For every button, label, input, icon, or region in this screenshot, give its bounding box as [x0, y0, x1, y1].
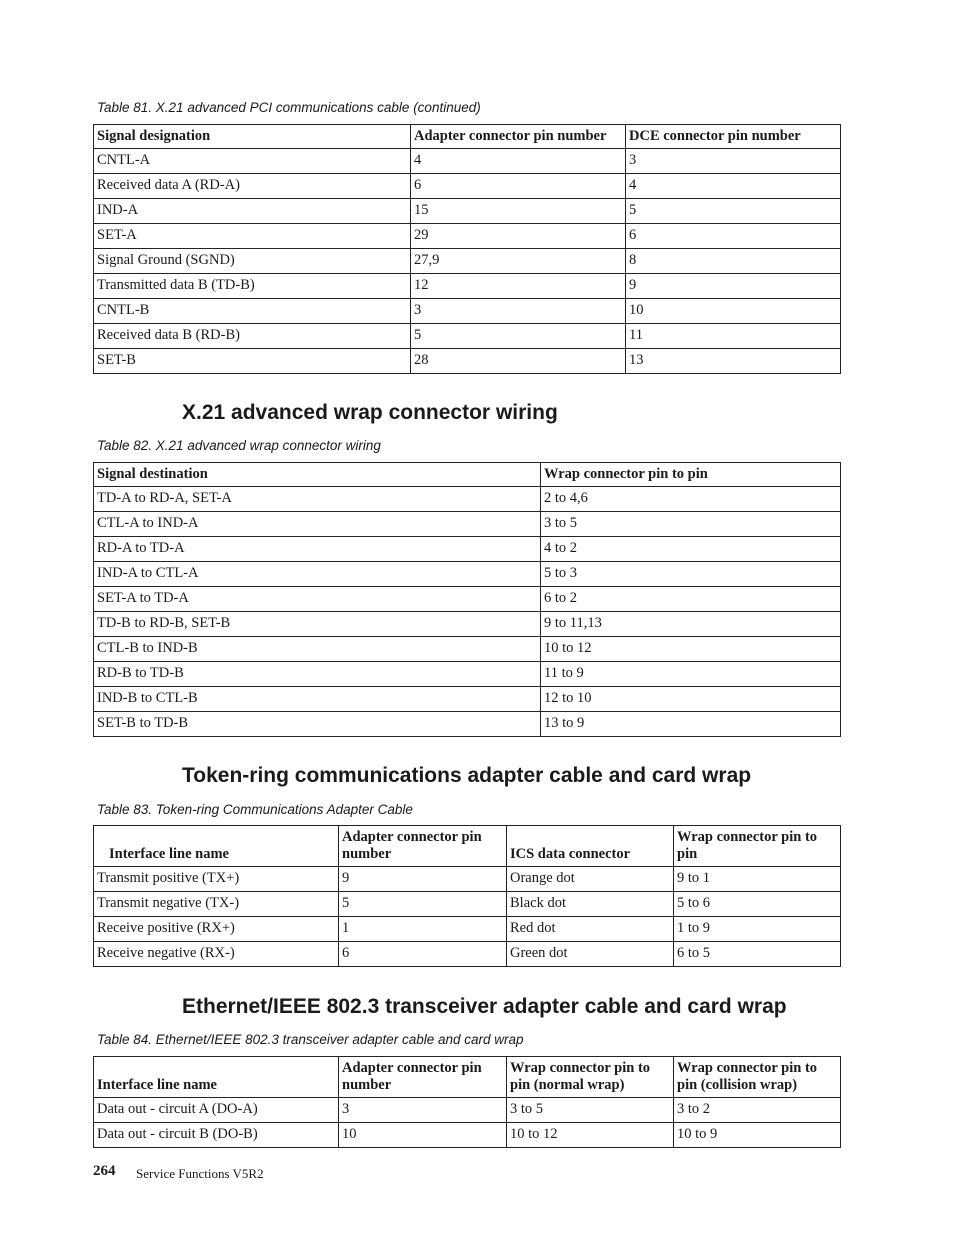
table-cell: SET-A	[94, 224, 411, 249]
column-header: Wrap connector pin to pin	[541, 463, 841, 487]
table-cell: SET-B to TD-B	[94, 712, 541, 737]
table-cell: RD-B to TD-B	[94, 662, 541, 687]
table-row	[94, 662, 841, 687]
table-row	[94, 174, 841, 199]
table-cell: 5 to 6	[674, 892, 841, 917]
column-header: Signal destination	[94, 463, 541, 487]
table-cell: 1	[339, 917, 507, 942]
table-row	[94, 587, 841, 612]
page-number: 264	[93, 1163, 116, 1179]
table-header-row	[94, 125, 841, 149]
table-header-row	[94, 463, 841, 487]
table-row	[94, 892, 841, 917]
column-header: Signal designation	[94, 125, 411, 149]
table-cell: IND-A to CTL-A	[94, 562, 541, 587]
section-heading-x21-wrap: X.21 advanced wrap connector wiring	[182, 401, 558, 424]
footer-title: Service Functions V5R2	[136, 1166, 264, 1181]
table-row	[94, 1098, 841, 1123]
column-header: ICS data connector	[507, 826, 674, 867]
table-cell: Transmit positive (TX+)	[94, 867, 339, 892]
column-header: DCE connector pin number	[626, 125, 841, 149]
table-cell: TD-A to RD-A, SET-A	[94, 487, 541, 512]
table-cell: 9 to 1	[674, 867, 841, 892]
table-cell: IND-B to CTL-B	[94, 687, 541, 712]
table-cell: 11	[626, 324, 841, 349]
column-header: Interface line name	[94, 1057, 339, 1098]
table-row	[94, 942, 841, 967]
table-cell: 6 to 2	[541, 587, 841, 612]
table-cell: 10	[339, 1123, 507, 1148]
table-81-caption: Table 81. X.21 advanced PCI communications cable (continued)	[97, 100, 481, 115]
table-row	[94, 324, 841, 349]
table-row	[94, 1123, 841, 1148]
table-header-row	[94, 826, 841, 867]
table-cell: IND-A	[94, 199, 411, 224]
table-cell: SET-B	[94, 349, 411, 374]
table-cell: 12	[411, 274, 626, 299]
table-82-caption: Table 82. X.21 advanced wrap connector wiring	[97, 438, 381, 453]
table-cell: TD-B to RD-B, SET-B	[94, 612, 541, 637]
table-83-caption: Table 83. Token-ring Communications Adapter Cable	[97, 802, 413, 817]
table-cell: 6	[626, 224, 841, 249]
table-cell: 4 to 2	[541, 537, 841, 562]
table-row	[94, 867, 841, 892]
table-row	[94, 149, 841, 174]
table-cell: 6	[411, 174, 626, 199]
table-cell: 9	[339, 867, 507, 892]
section-heading-ethernet: Ethernet/IEEE 802.3 transceiver adapter cable and card wrap	[182, 995, 787, 1018]
table-81	[93, 124, 841, 374]
table-cell: 4	[411, 149, 626, 174]
column-header: Adapter connector pin number	[339, 826, 507, 867]
table-cell: 9 to 11,13	[541, 612, 841, 637]
table-cell: CNTL-A	[94, 149, 411, 174]
table-cell: Black dot	[507, 892, 674, 917]
table-row	[94, 224, 841, 249]
table-cell: 10	[626, 299, 841, 324]
table-cell: CTL-B to IND-B	[94, 637, 541, 662]
table-cell: 5	[339, 892, 507, 917]
table-row	[94, 562, 841, 587]
table-84	[93, 1056, 841, 1148]
table-cell: 13 to 9	[541, 712, 841, 737]
table-row	[94, 512, 841, 537]
section-heading-token-ring: Token-ring communications adapter cable and card wrap	[182, 764, 752, 787]
column-header: Adapter connector pin number	[339, 1057, 507, 1098]
table-row	[94, 637, 841, 662]
table-cell: 4	[626, 174, 841, 199]
table-cell: 11 to 9	[541, 662, 841, 687]
table-cell: 3	[626, 149, 841, 174]
table-cell: Receive positive (RX+)	[94, 917, 339, 942]
table-row	[94, 537, 841, 562]
table-cell: Received data B (RD-B)	[94, 324, 411, 349]
table-cell: 5	[626, 199, 841, 224]
column-header: Interface line name	[94, 826, 339, 867]
column-header: Adapter connector pin number	[411, 125, 626, 149]
table-row	[94, 349, 841, 374]
table-cell: 6	[339, 942, 507, 967]
table-cell: 3	[339, 1098, 507, 1123]
table-row	[94, 712, 841, 737]
table-cell: Received data A (RD-A)	[94, 174, 411, 199]
table-cell: 15	[411, 199, 626, 224]
table-header-row	[94, 1057, 841, 1098]
table-cell: 5 to 3	[541, 562, 841, 587]
table-cell: Red dot	[507, 917, 674, 942]
table-cell: SET-A to TD-A	[94, 587, 541, 612]
table-82	[93, 462, 841, 737]
table-row	[94, 687, 841, 712]
table-cell: 28	[411, 349, 626, 374]
table-cell: CTL-A to IND-A	[94, 512, 541, 537]
table-cell: Green dot	[507, 942, 674, 967]
table-cell: Transmit negative (TX-)	[94, 892, 339, 917]
table-cell: 8	[626, 249, 841, 274]
table-row	[94, 249, 841, 274]
table-cell: CNTL-B	[94, 299, 411, 324]
table-cell: 27,9	[411, 249, 626, 274]
table-cell: 12 to 10	[541, 687, 841, 712]
table-cell: 10 to 12	[541, 637, 841, 662]
table-row	[94, 612, 841, 637]
table-cell: 10 to 9	[674, 1123, 841, 1148]
table-83	[93, 825, 841, 967]
table-84-caption: Table 84. Ethernet/IEEE 802.3 transceiver adapter cable and card wrap	[97, 1032, 524, 1047]
table-cell: 3 to 2	[674, 1098, 841, 1123]
table-cell: Signal Ground (SGND)	[94, 249, 411, 274]
table-row	[94, 917, 841, 942]
table-cell: 3	[411, 299, 626, 324]
column-header: Wrap connector pin to pin	[674, 826, 841, 867]
table-cell: Data out - circuit B (DO-B)	[94, 1123, 339, 1148]
table-cell: 10 to 12	[507, 1123, 674, 1148]
table-cell: 6 to 5	[674, 942, 841, 967]
table-cell: Data out - circuit A (DO-A)	[94, 1098, 339, 1123]
table-row	[94, 487, 841, 512]
table-cell: 5	[411, 324, 626, 349]
table-cell: 29	[411, 224, 626, 249]
table-cell: 3 to 5	[541, 512, 841, 537]
table-cell: 9	[626, 274, 841, 299]
table-cell: Receive negative (RX-)	[94, 942, 339, 967]
table-cell: Transmitted data B (TD-B)	[94, 274, 411, 299]
column-header: Wrap connector pin to pin (collision wrap)	[674, 1057, 841, 1098]
column-header: Wrap connector pin to pin (normal wrap)	[507, 1057, 674, 1098]
table-cell: 2 to 4,6	[541, 487, 841, 512]
table-row	[94, 274, 841, 299]
table-cell: Orange dot	[507, 867, 674, 892]
table-cell: 1 to 9	[674, 917, 841, 942]
table-cell: 13	[626, 349, 841, 374]
table-cell: 3 to 5	[507, 1098, 674, 1123]
table-row	[94, 199, 841, 224]
table-cell: RD-A to TD-A	[94, 537, 541, 562]
table-row	[94, 299, 841, 324]
